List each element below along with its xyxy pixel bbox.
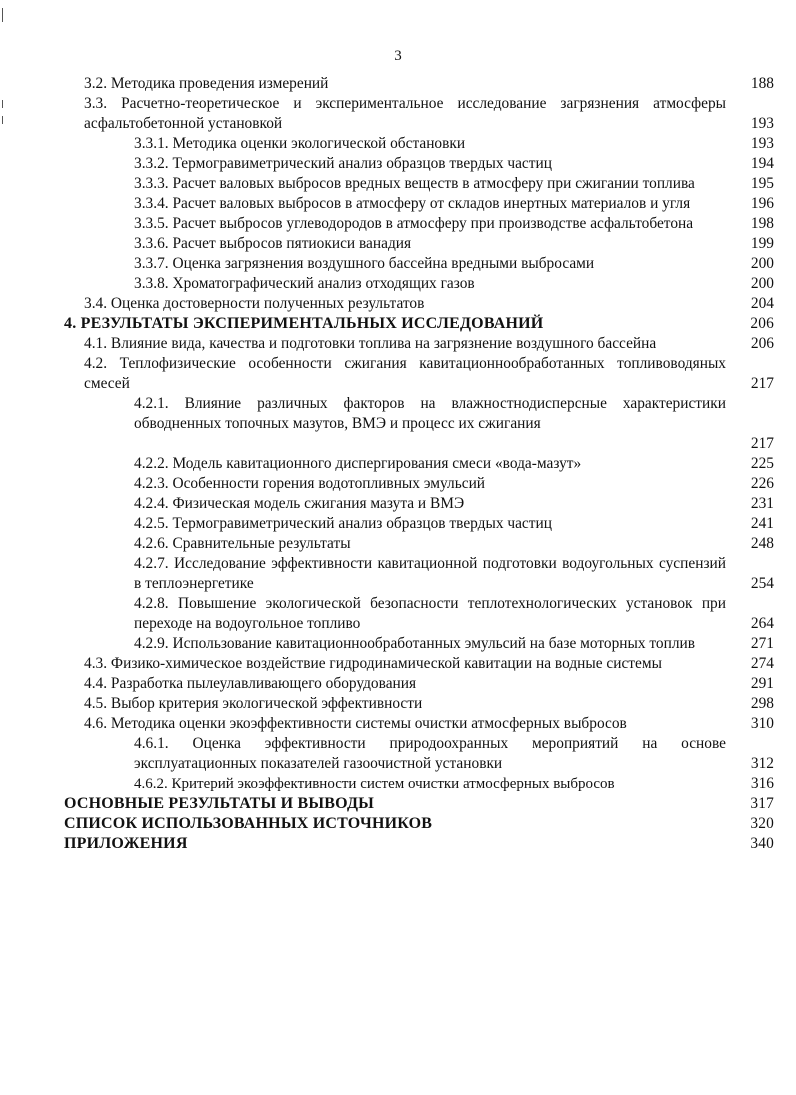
toc-entry-3-3-1[interactable] [0,134,796,154]
toc-entry-3-3-3[interactable] [0,174,796,194]
toc-entry-title: 3.3.8. Хроматографический анализ отходящих газов [134,275,475,292]
toc-entry-4-2-6[interactable] [0,534,796,554]
toc-entry-page: 231 [750,495,774,512]
toc-entry-title: 4.3. Физико-химическое воздействие гидродинамической кавитации на водные системы [84,655,662,672]
toc-entry-title: 4.6.1. Оценка эффективности природоохранных мероприятий на основе эксплуатационных показателей газоочистной установки [134,735,726,772]
toc-entry-4-3[interactable] [0,654,796,674]
toc-entry-page: 200 [750,275,774,292]
toc-entry-4-2[interactable] [0,354,796,394]
toc-entry-title: 4.2.7. Исследование эффективности кавитационной подготовки водоугольных суспензий в теплоэнергетике [134,555,726,592]
toc-entry-page: 248 [750,535,774,552]
toc-entry-chapter-4[interactable] [0,314,796,334]
toc-entry-4-2-3[interactable] [0,474,796,494]
toc-entry-4-2-7[interactable] [0,554,796,594]
toc-entry-page: 206 [750,335,774,352]
toc-entry-page: 312 [750,755,774,772]
toc-entry-page: 217 [750,435,774,452]
toc-entry-page: 298 [750,695,774,712]
toc-entry-4-4[interactable] [0,674,796,694]
toc-entry-4-5[interactable] [0,694,796,714]
toc-entry-3-3[interactable] [0,94,796,134]
toc-entry-4-2-8[interactable] [0,594,796,634]
toc-entry-4-2-1[interactable] [0,394,796,454]
toc-entry-page: 217 [750,375,774,392]
toc-entry-3-3-4[interactable] [0,194,796,214]
toc-entry-page: 204 [750,295,774,312]
toc-entry-title: ОСНОВНЫЕ РЕЗУЛЬТАТЫ И ВЫВОДЫ [64,795,375,812]
toc-entry-page: 291 [750,675,774,692]
toc-entry-page: 188 [750,75,774,92]
toc-entry-title: 4.1. Влияние вида, качества и подготовки топлива на загрязнение воздушного бассейна [84,335,657,352]
toc-entry-3-3-6[interactable] [0,234,796,254]
toc-entry-3-3-5[interactable] [0,214,796,234]
toc-entry-3-3-2[interactable] [0,154,796,174]
toc-entry-page: 225 [750,455,774,472]
toc-entry-4-2-5[interactable] [0,514,796,534]
toc-entry-title: 3.3.3. Расчет валовых выбросов вредных веществ в атмосферу при сжигании топлива [134,175,695,192]
toc-entry-4-6-2[interactable] [0,774,796,794]
toc-entry-page: 254 [750,575,774,592]
toc-entry-page: 196 [750,195,774,212]
toc-entry-title: 4.5. Выбор критерия экологической эффективности [84,695,423,712]
toc-entry-title: 4.4. Разработка пылеулавливающего оборудования [84,675,417,692]
toc-entry-page: 241 [750,515,774,532]
toc-entry-3-4[interactable] [0,294,796,314]
toc-entry-title: 4.2.8. Повышение экологической безопасности теплотехнологических установок при переходе на водоугольное топливо [134,595,726,632]
toc-entry-title: 4.6.2. Критерий экоэффективности систем очистки атмосферных выбросов [134,776,615,792]
toc-entry-page: 271 [750,635,774,652]
toc-entry-title: 4.2.6. Сравнительные результаты [134,535,351,552]
toc-entry-title: 4.2.9. Использование кавитационнообработанных эмульсий на базе моторных топлив [134,635,696,652]
toc-entry-conclusions[interactable] [0,794,796,814]
toc-entry-title: 4.2. Теплофизические особенности сжигания кавитационнообработанных топливоводяных смесей [84,355,726,392]
toc-entry-4-6-1[interactable] [0,734,796,774]
toc-entry-title: 3.4. Оценка достоверности полученных результатов [84,295,425,312]
toc-entry-page: 317 [750,795,774,812]
toc-entry-page: 310 [750,715,774,732]
toc-entry-3-3-8[interactable] [0,274,796,294]
toc-entry-title: 3.3.2. Термогравиметрический анализ образцов твердых частиц [134,155,552,172]
toc-entry-title: 3.3.5. Расчет выбросов углеводородов в атмосферу при производстве асфальтобетона [134,215,694,232]
toc-entry-title: 3.3.6. Расчет выбросов пятиокиси ванадия [134,235,412,252]
toc-entry-title: 4. РЕЗУЛЬТАТЫ ЭКСПЕРИМЕНТАЛЬНЫХ ИССЛЕДОВАНИЙ [64,315,544,332]
table-of-contents [0,74,796,854]
toc-entry-title: ПРИЛОЖЕНИЯ [64,835,188,852]
toc-entry-4-6[interactable] [0,714,796,734]
toc-entry-3-3-7[interactable] [0,254,796,274]
toc-entry-page: 226 [750,475,774,492]
toc-entry-title: 4.2.3. Особенности горения водотопливных эмульсий [134,475,486,492]
toc-entry-4-2-2[interactable] [0,454,796,474]
toc-entry-title: 3.2. Методика проведения измерений [84,75,329,92]
toc-entry-title: СПИСОК ИСПОЛЬЗОВАННЫХ ИСТОЧНИКОВ [64,815,433,832]
toc-entry-page: 320 [750,815,774,832]
toc-entry-appendices[interactable] [0,834,796,854]
toc-entry-page: 194 [750,155,774,172]
toc-entry-title: 3.3. Расчетно-теоретическое и экспериментальное исследование загрязнения атмосферы асфальтобетонной установкой [84,95,726,132]
toc-entry-page: 193 [750,135,774,152]
toc-entry-page: 198 [750,215,774,232]
toc-entry-title: 4.6. Методика оценки экоэффективности системы очистки атмосферных выбросов [84,715,627,732]
toc-entry-page: 274 [750,655,774,672]
toc-entry-title: 4.2.2. Модель кавитационного диспергирования смеси «вода-мазут» [134,455,582,472]
scan-edge-mark [2,8,3,22]
toc-entry-page: 193 [750,115,774,132]
toc-entry-title: 4.2.1. Влияние различных факторов на влажностнодисперсные характеристики обводненных топочных мазутов, ВМЭ и процесс их сжигания [134,395,726,432]
toc-entry-title: 3.3.7. Оценка загрязнения воздушного бассейна вредными выбросами [134,255,595,272]
toc-entry-references[interactable] [0,814,796,834]
toc-entry-page: 195 [750,175,774,192]
toc-entry-4-2-9[interactable] [0,634,796,654]
toc-entry-page: 264 [750,615,774,632]
toc-entry-title: 4.2.4. Физическая модель сжигания мазута и ВМЭ [134,495,465,512]
toc-entry-title: 4.2.5. Термогравиметрический анализ образцов твердых частиц [134,515,552,532]
toc-entry-page: 316 [750,775,774,792]
toc-entry-page: 206 [750,315,774,332]
toc-entry-title: 3.3.1. Методика оценки экологической обстановки [134,135,466,152]
toc-entry-3-2[interactable] [0,74,796,94]
toc-entry-page: 340 [750,835,774,852]
toc-entry-page: 200 [750,255,774,272]
toc-entry-page: 199 [750,235,774,252]
toc-entry-4-2-4[interactable] [0,494,796,514]
toc-entry-4-1[interactable] [0,334,796,354]
toc-entry-title: 3.3.4. Расчет валовых выбросов в атмосферу от складов инертных материалов и угля [134,195,691,212]
page-number: 3 [394,48,402,64]
